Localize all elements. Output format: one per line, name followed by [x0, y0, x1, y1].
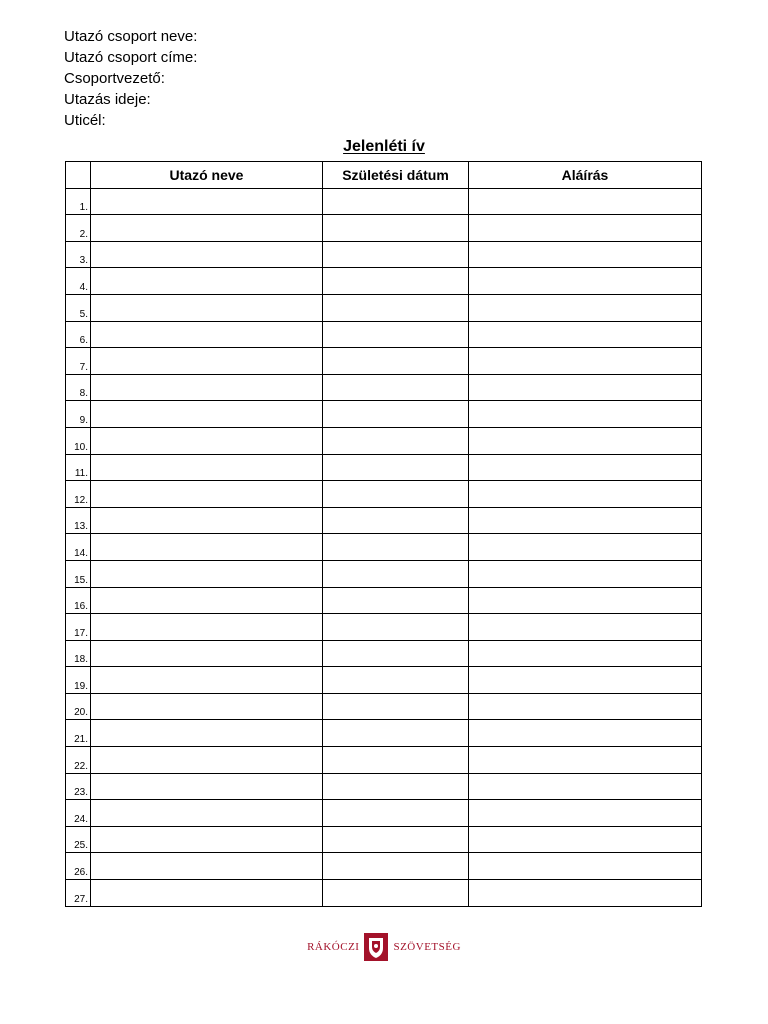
row-number: 9.	[66, 401, 91, 428]
traveler-name-cell[interactable]	[91, 880, 323, 907]
table-row	[66, 215, 702, 242]
table-row	[66, 401, 702, 428]
signature-cell[interactable]	[469, 401, 702, 428]
row-number: 3.	[66, 241, 91, 268]
table-row	[66, 880, 702, 907]
birth-date-cell[interactable]	[323, 241, 469, 268]
birth-date-cell[interactable]	[323, 720, 469, 747]
signature-cell[interactable]	[469, 800, 702, 827]
row-number: 5.	[66, 294, 91, 321]
signature-cell[interactable]	[469, 374, 702, 401]
birth-date-cell[interactable]	[323, 747, 469, 774]
row-number: 17.	[66, 614, 91, 641]
birth-date-cell[interactable]	[323, 614, 469, 641]
row-number: 1.	[66, 188, 91, 215]
traveler-name-cell[interactable]	[91, 348, 323, 375]
table-row	[66, 693, 702, 720]
traveler-name-cell[interactable]	[91, 294, 323, 321]
birth-date-cell[interactable]	[323, 853, 469, 880]
signature-cell[interactable]	[469, 321, 702, 348]
traveler-name-cell[interactable]	[91, 454, 323, 481]
traveler-name-cell[interactable]	[91, 321, 323, 348]
row-number: 13.	[66, 507, 91, 534]
row-number: 10.	[66, 427, 91, 454]
signature-cell[interactable]	[469, 294, 702, 321]
traveler-name-cell[interactable]	[91, 587, 323, 614]
traveler-name-cell[interactable]	[91, 614, 323, 641]
traveler-name-cell[interactable]	[91, 268, 323, 295]
traveler-name-cell[interactable]	[91, 481, 323, 508]
birth-date-cell[interactable]	[323, 640, 469, 667]
traveler-name-cell[interactable]	[91, 667, 323, 694]
row-number: 2.	[66, 215, 91, 242]
table-row	[66, 667, 702, 694]
table-row	[66, 560, 702, 587]
table-row	[66, 747, 702, 774]
row-number: 16.	[66, 587, 91, 614]
row-number: 6.	[66, 321, 91, 348]
traveler-name-cell[interactable]	[91, 853, 323, 880]
table-row	[66, 348, 702, 375]
birth-date-cell[interactable]	[323, 800, 469, 827]
row-number: 4.	[66, 268, 91, 295]
table-row	[66, 427, 702, 454]
signature-cell[interactable]	[469, 348, 702, 375]
signature-cell[interactable]	[469, 560, 702, 587]
birth-date-cell[interactable]	[323, 667, 469, 694]
signature-cell[interactable]	[469, 614, 702, 641]
traveler-name-cell[interactable]	[91, 800, 323, 827]
table-header-row	[66, 162, 702, 189]
signature-cell[interactable]	[469, 773, 702, 800]
signature-cell[interactable]	[469, 747, 702, 774]
birth-date-cell[interactable]	[323, 507, 469, 534]
row-number: 23.	[66, 773, 91, 800]
traveler-name-cell[interactable]	[91, 241, 323, 268]
traveler-name-cell[interactable]	[91, 215, 323, 242]
column-header-birth-date: Születési dátum	[323, 162, 469, 189]
table-row	[66, 773, 702, 800]
signature-cell[interactable]	[469, 454, 702, 481]
row-number: 24.	[66, 800, 91, 827]
column-header-number	[66, 162, 91, 189]
signature-cell[interactable]	[469, 188, 702, 215]
traveler-name-cell[interactable]	[91, 534, 323, 561]
header-fields	[64, 26, 197, 131]
birth-date-cell[interactable]	[323, 587, 469, 614]
row-number: 12.	[66, 481, 91, 508]
signature-cell[interactable]	[469, 720, 702, 747]
traveler-name-cell[interactable]	[91, 747, 323, 774]
birth-date-cell[interactable]	[323, 268, 469, 295]
travel-date-label: Utazás ideje:	[64, 91, 151, 108]
table-row	[66, 640, 702, 667]
table-row	[66, 454, 702, 481]
group-name-label: Utazó csoport neve:	[64, 28, 198, 45]
signature-cell[interactable]	[469, 241, 702, 268]
birth-date-cell[interactable]	[323, 294, 469, 321]
traveler-name-cell[interactable]	[91, 188, 323, 215]
crest-icon	[363, 932, 389, 962]
table-row	[66, 321, 702, 348]
signature-cell[interactable]	[469, 667, 702, 694]
birth-date-cell[interactable]	[323, 481, 469, 508]
birth-date-cell[interactable]	[323, 773, 469, 800]
table-row	[66, 720, 702, 747]
row-number: 22.	[66, 747, 91, 774]
traveler-name-cell[interactable]	[91, 374, 323, 401]
birth-date-cell[interactable]	[323, 401, 469, 428]
row-number: 7.	[66, 348, 91, 375]
table-row	[66, 241, 702, 268]
birth-date-cell[interactable]	[323, 880, 469, 907]
table-row	[66, 374, 702, 401]
table-row	[66, 534, 702, 561]
table-row	[66, 614, 702, 641]
logo-right-text: SZÖVETSÉG	[393, 941, 461, 953]
traveler-name-cell[interactable]	[91, 507, 323, 534]
row-number: 25.	[66, 826, 91, 853]
table-row	[66, 481, 702, 508]
signature-cell[interactable]	[469, 427, 702, 454]
birth-date-cell[interactable]	[323, 534, 469, 561]
logo-left-text: RÁKÓCZI	[307, 941, 360, 953]
column-header-signature: Aláírás	[469, 162, 702, 189]
table-body	[66, 188, 702, 906]
table-row	[66, 826, 702, 853]
signature-cell[interactable]	[469, 268, 702, 295]
table-row	[66, 268, 702, 295]
signature-cell[interactable]	[469, 481, 702, 508]
signature-cell[interactable]	[469, 587, 702, 614]
table-row	[66, 587, 702, 614]
traveler-name-cell[interactable]	[91, 826, 323, 853]
traveler-name-cell[interactable]	[91, 693, 323, 720]
birth-date-cell[interactable]	[323, 560, 469, 587]
traveler-name-cell[interactable]	[91, 401, 323, 428]
traveler-name-cell[interactable]	[91, 773, 323, 800]
signature-cell[interactable]	[469, 880, 702, 907]
column-header-traveler-name: Utazó neve	[91, 162, 323, 189]
row-number: 8.	[66, 374, 91, 401]
traveler-name-cell[interactable]	[91, 640, 323, 667]
row-number: 14.	[66, 534, 91, 561]
signature-cell[interactable]	[469, 853, 702, 880]
signature-cell[interactable]	[469, 693, 702, 720]
table-row	[66, 188, 702, 215]
group-leader-label: Csoportvezető:	[64, 70, 165, 87]
birth-date-cell[interactable]	[323, 321, 469, 348]
birth-date-cell[interactable]	[323, 427, 469, 454]
table-row	[66, 294, 702, 321]
attendance-table	[65, 161, 702, 907]
rakoczi-logo	[0, 932, 768, 962]
signature-cell[interactable]	[469, 507, 702, 534]
row-number: 27.	[66, 880, 91, 907]
traveler-name-cell[interactable]	[91, 427, 323, 454]
signature-cell[interactable]	[469, 826, 702, 853]
birth-date-cell[interactable]	[323, 215, 469, 242]
signature-cell[interactable]	[469, 534, 702, 561]
destination-label: Uticél:	[64, 112, 106, 129]
group-address-label: Utazó csoport címe:	[64, 49, 198, 66]
birth-date-cell[interactable]	[323, 348, 469, 375]
row-number: 19.	[66, 667, 91, 694]
traveler-name-cell[interactable]	[91, 560, 323, 587]
row-number: 18.	[66, 640, 91, 667]
birth-date-cell[interactable]	[323, 374, 469, 401]
signature-cell[interactable]	[469, 215, 702, 242]
table-row	[66, 853, 702, 880]
table-row	[66, 507, 702, 534]
birth-date-cell[interactable]	[323, 454, 469, 481]
row-number: 21.	[66, 720, 91, 747]
row-number: 20.	[66, 693, 91, 720]
row-number: 26.	[66, 853, 91, 880]
signature-cell[interactable]	[469, 640, 702, 667]
page-title: Jelenléti ív	[343, 138, 425, 155]
row-number: 11.	[66, 454, 91, 481]
traveler-name-cell[interactable]	[91, 720, 323, 747]
birth-date-cell[interactable]	[323, 693, 469, 720]
birth-date-cell[interactable]	[323, 826, 469, 853]
birth-date-cell[interactable]	[323, 188, 469, 215]
row-number: 15.	[66, 560, 91, 587]
table-row	[66, 800, 702, 827]
